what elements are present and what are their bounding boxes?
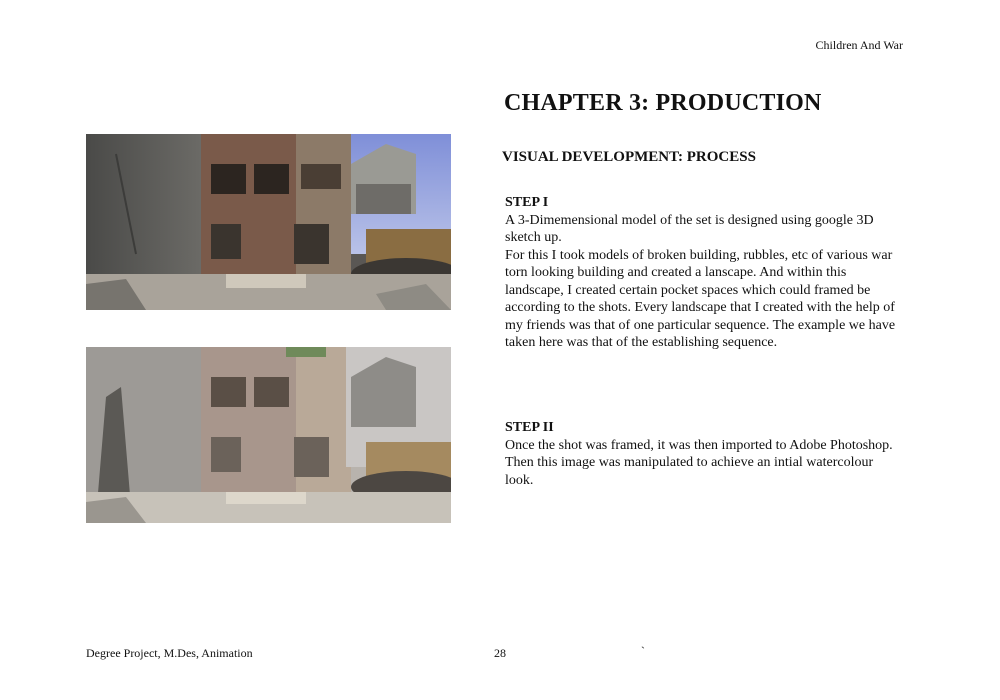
section-title: VISUAL DEVELOPMENT: PROCESS bbox=[502, 149, 756, 165]
step-one bbox=[505, 194, 905, 352]
step-two bbox=[505, 419, 905, 489]
render-image-3d-set bbox=[86, 134, 451, 310]
stray-mark: ` bbox=[641, 644, 645, 658]
step-paragraph: For this I took models of broken building, rubbles, etc of various war torn looking building and created a lanscape. And within this landscape, I created certain pocket spaces which could framed be according to the shots. Every landscape that I created with the help of my friends was that of one particular sequence. The example we have taken here was that of the establishing sequence. bbox=[505, 247, 896, 350]
page-number: 28 bbox=[494, 646, 506, 660]
footer-project-label: Degree Project, M.Des, Animation bbox=[86, 646, 253, 660]
watercolour-image bbox=[86, 347, 451, 523]
step-heading: STEP II bbox=[505, 420, 554, 435]
running-header: Children And War bbox=[815, 38, 903, 52]
step-heading: STEP I bbox=[505, 195, 549, 210]
chapter-title: CHAPTER 3: PRODUCTION bbox=[504, 90, 822, 116]
step-paragraph: A 3-Dimemensional model of the set is designed using google 3D sketch up. bbox=[505, 212, 874, 245]
step-paragraph: Once the shot was framed, it was then imported to Adobe Photoshop. Then this image was manipulated to achieve an intial watercolour look. bbox=[505, 437, 893, 488]
